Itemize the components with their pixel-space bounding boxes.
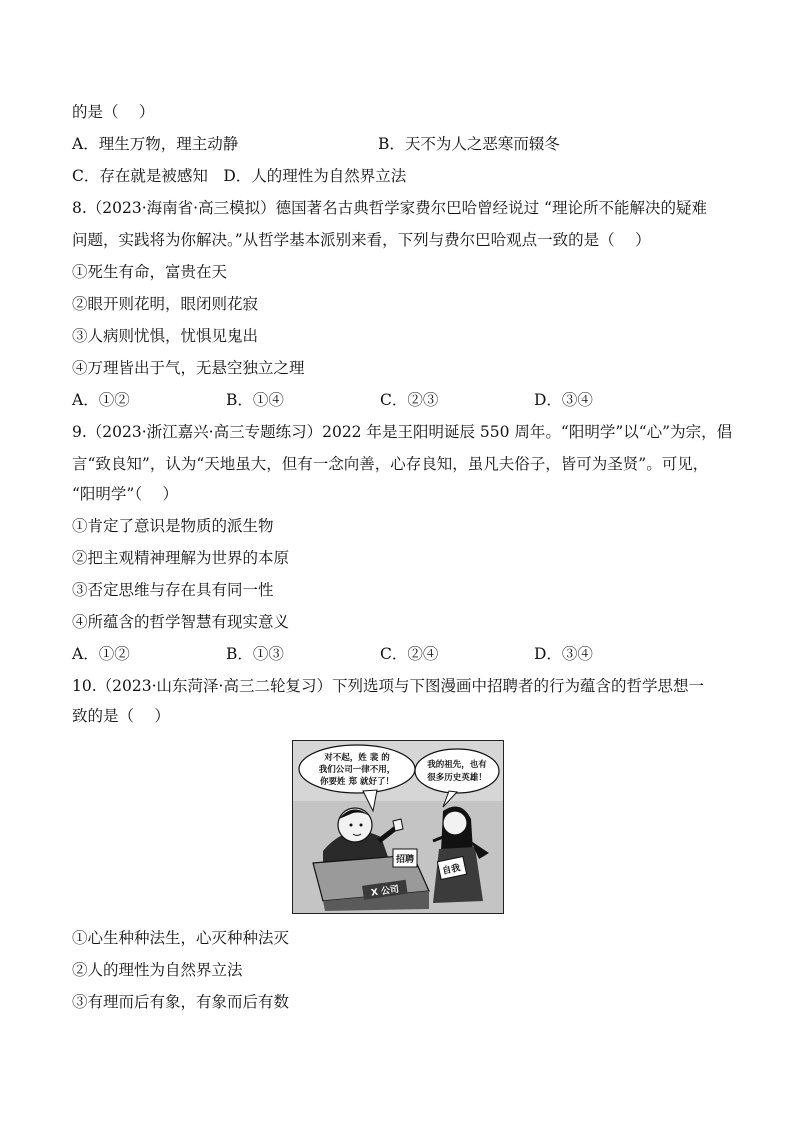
q9-statement-1: ①肯定了意识是物质的派生物 (72, 517, 274, 535)
left-bubble-line-2: 我们公司一律不用， (318, 765, 396, 775)
q9-stem-line-2: 言“致良知”，认为“天地虽大，但有一念向善，心存良知，虽凡夫俗子，皆可为圣贤”。可见， (72, 455, 709, 473)
q9-stem-line-1: 9.（2023·浙江嘉兴·高三专题练习）2022 年是王阳明诞辰 550 周年。“阳明学”以“心”为宗，倡 (72, 423, 733, 441)
q10-stem-line-1: 10.（2023·山东菏泽·高三二轮复习）下列选项与下图漫画中招聘者的行为蕴含的哲学思想一 (72, 677, 704, 695)
q7-choice-cd: C．存在就是被感知 D．人的理性为自然界立法 (72, 167, 407, 185)
q10-statement-2: ②人的理性为自然界立法 (72, 961, 243, 979)
q9-statement-3: ③否定思维与存在具有同一性 (72, 581, 274, 599)
q9-choice-a: A．①② (72, 645, 130, 663)
q8-statement-4: ④万理皆出于气，无悬空独立之理 (72, 359, 305, 377)
left-bubble-line-1: 对不起，姓 裴 的 (324, 753, 390, 763)
q8-statement-1: ①死生有命，富贵在天 (72, 263, 228, 281)
resume-label: 自我 (441, 863, 462, 877)
right-bubble-line-1: 我的祖先，也有 (427, 760, 487, 770)
q8-stem-line-1: 8.（2023·海南省·高三模拟）德国著名古典哲学家费尔巴哈曾经说过 “理论所不能解决的疑难 (72, 199, 707, 217)
q9-choice-c: C．②④ (380, 645, 439, 663)
q7-stem-tail: 的是（ ） (72, 103, 155, 121)
recruit-sign: 招聘 (395, 855, 415, 865)
recruitment-cartoon (292, 740, 504, 914)
desk-label: X 公司 (370, 884, 400, 899)
q8-stem-line-2: 问题，实践将为你解决。”从哲学基本派别来看，下列与费尔巴哈观点一致的是（ ） (72, 231, 651, 249)
q8-choice-d: D．③④ (534, 391, 593, 409)
q10-statement-3: ③有理而后有象，有象而后有数 (72, 993, 290, 1011)
q8-statement-2: ②眼开则花明，眼闭则花寂 (72, 295, 259, 313)
q9-choice-b: B．①③ (226, 645, 284, 663)
q7-choice-b: B．天不为人之恶寒而辍冬 (378, 135, 560, 153)
q9-statement-2: ②把主观精神理解为世界的本原 (72, 549, 290, 567)
q10-stem-line-2: 致的是（ ） (72, 707, 170, 725)
right-bubble-line-2: 很多历史英雄！ (427, 773, 487, 783)
q8-choice-b: B．①④ (226, 391, 284, 409)
q9-stem-line-3: “阳明学”（ ） (72, 485, 179, 503)
left-bubble-line-3: 你要姓 郑 就好了！ (320, 777, 394, 787)
q7-choice-a: A．理生万物，理主动静 (72, 135, 239, 153)
q10-statement-1: ①心生种种法生，心灭种种法灭 (72, 929, 290, 947)
q9-choice-d: D．③④ (534, 645, 593, 663)
q9-statement-4: ④所蕴含的哲学智慧有现实意义 (72, 613, 290, 631)
q8-statement-3: ③人病则忧惧，忧惧见鬼出 (72, 327, 259, 345)
q8-choice-a: A．①② (72, 391, 130, 409)
q8-choice-c: C．②③ (380, 391, 439, 409)
